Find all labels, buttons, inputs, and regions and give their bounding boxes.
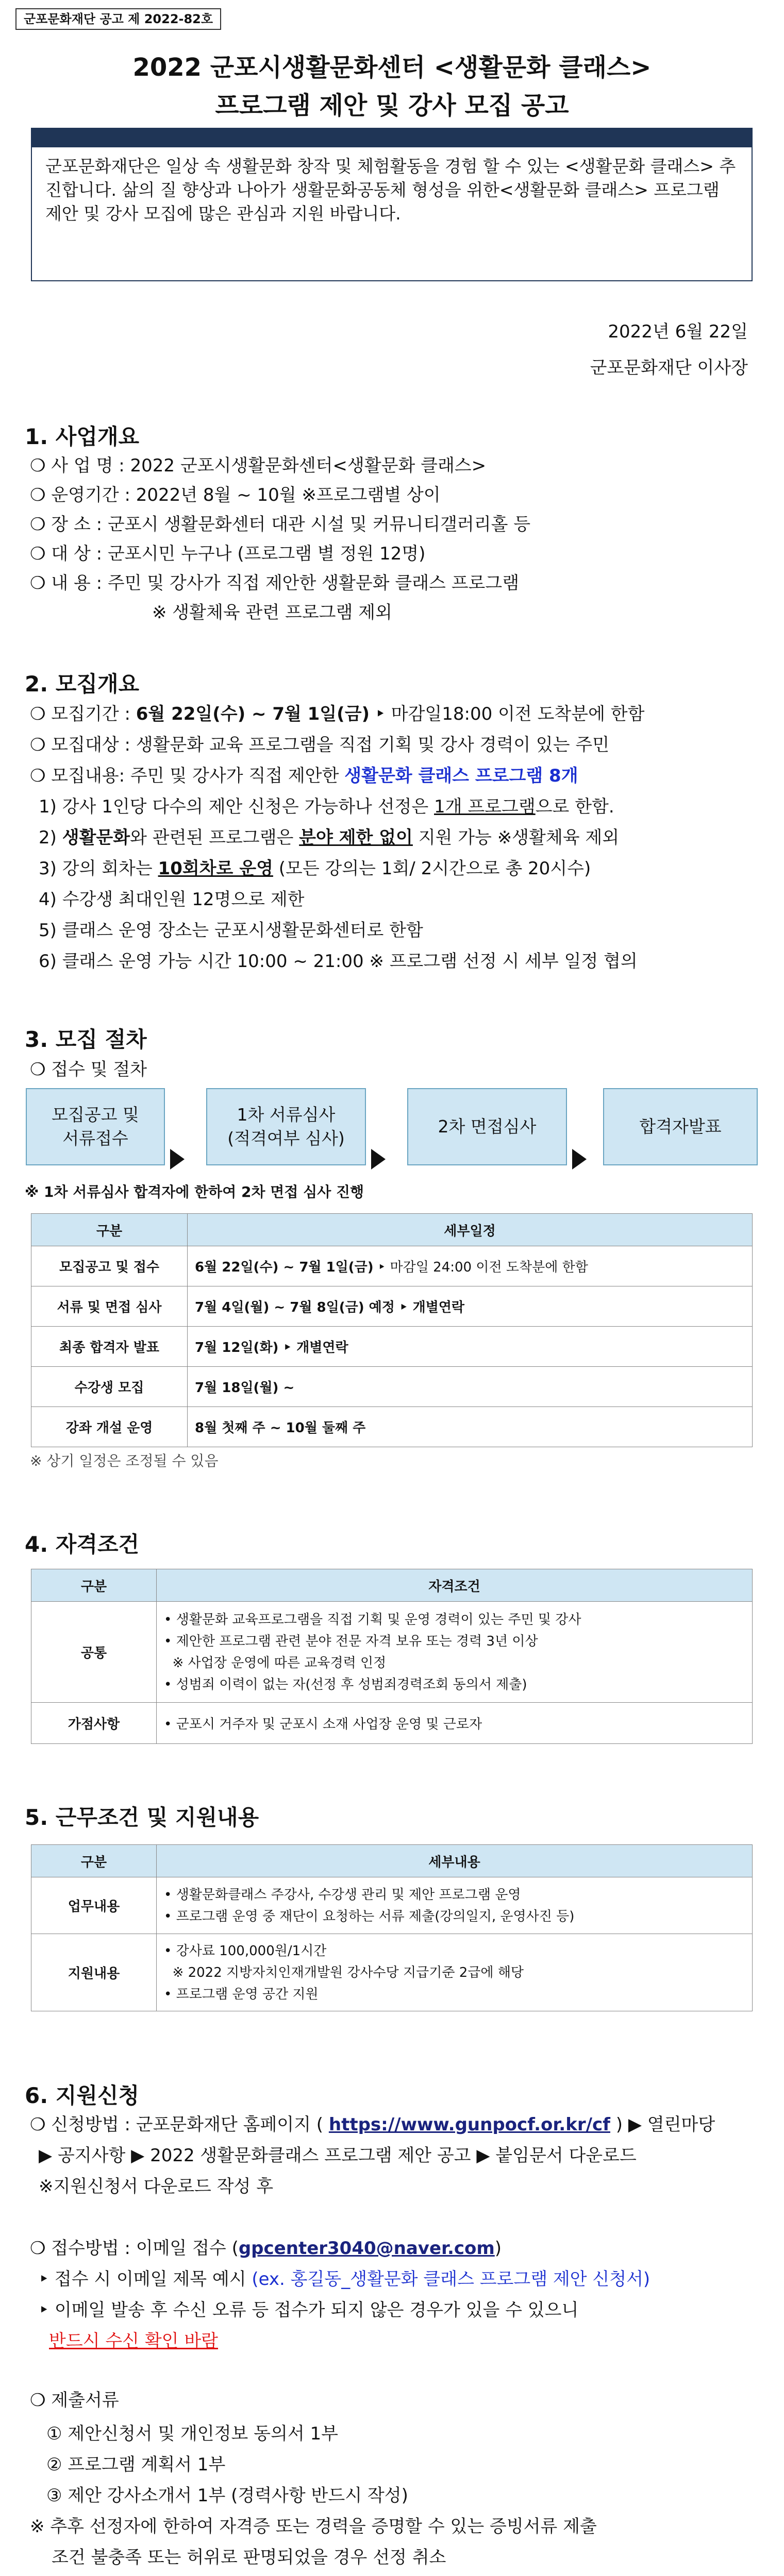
s2-item-1: 1) 강사 1인당 다수의 제안 신청은 가능하나 선정은 1개 프로그램으로 한함. — [39, 796, 614, 817]
flow-step-2: 1차 서류심사 (적격여부 심사) — [206, 1088, 366, 1165]
table-row: 가점사항 • 군포시 거주자 및 군포시 소재 사업장 운영 및 근로자 — [31, 1703, 753, 1744]
flow-step-3: 2차 면접심사 — [407, 1088, 567, 1165]
table-header: 자격조건 — [157, 1569, 753, 1602]
table-header: 세부일정 — [188, 1214, 753, 1246]
section-3-title: 3. 모집 절차 — [25, 1027, 147, 1052]
table-header: 구분 — [31, 1845, 157, 1877]
table-row: 수강생 모집 7월 18일(월) ~ — [31, 1367, 753, 1407]
section-2-title: 2. 모집개요 — [25, 671, 140, 697]
table-row: 업무내용 • 생활문화클래스 주강사, 수강생 관리 및 제안 프로그램 운영 • 프로그램 운영 중 재단이 요청하는 서류 제출(강의일지, 운영사진 등) — [31, 1877, 753, 1934]
s6-email-2: ‣ 접수 시 이메일 제목 예시 (ex. 홍길동_생활문화 클래스 프로그램 제안 신청서) — [39, 2269, 650, 2290]
s1-note: ※ 생활체육 관련 프로그램 제외 — [152, 602, 392, 623]
s6-method-2: ▶ 공지사항 ▶ 2022 생활문화클래스 프로그램 제안 공고 ▶ 붙임문서 다운로드 — [39, 2145, 637, 2166]
s6-docs-note-2: 조건 불충족 또는 허위로 판명되었을 경우 선정 취소 — [52, 2547, 446, 2568]
flow-step-1: 모집공고 및 서류접수 — [26, 1088, 165, 1165]
s2-period: ❍ 모집기간 : 6월 22일(수) ~ 7월 1일(금) ‣ 마감일18:00 이전 도착분에 한함 — [30, 704, 645, 724]
flow-arrow-icon — [371, 1149, 386, 1170]
s6-doc: ① 제안신청서 및 개인정보 동의서 1부 — [46, 2424, 338, 2444]
table-row: 서류 및 면접 심사 7월 4일(월) ~ 7월 8일(금) 예정 ‣ 개별연락 — [31, 1286, 753, 1327]
s3-sub: ❍ 접수 및 절차 — [30, 1059, 147, 1080]
flow-step-4: 합격자발표 — [603, 1088, 758, 1165]
flow-arrow-icon — [572, 1149, 587, 1170]
notice-number: 군포문화재단 공고 제 2022-82호 — [15, 8, 221, 30]
s6-method-3: ※지원신청서 다운로드 작성 후 — [39, 2176, 274, 2197]
s1-line: ❍ 사 업 명 : 2022 군포시생활문화센터<생활문화 클래스> — [30, 455, 487, 476]
intro-header-bar — [31, 128, 753, 147]
table-header: 구분 — [31, 1569, 157, 1602]
table-header: 세부내용 — [157, 1845, 753, 1877]
s1-line: ❍ 장 소 : 군포시 생활문화센터 대관 시설 및 커뮤니티갤러리홀 등 — [30, 514, 531, 535]
s2-content: ❍ 모집내용: 주민 및 강사가 직접 제안한 생활문화 클래스 프로그램 8개 — [30, 766, 578, 786]
homepage-link[interactable]: https://www.gunpocf.or.kr/cf — [328, 2114, 610, 2135]
s3-footnote: ※ 상기 일정은 조정될 수 있음 — [30, 1452, 219, 1469]
s2-item-5: 5) 클래스 운영 장소는 군포시생활문화센터로 한함 — [39, 920, 423, 941]
notice-date: 2022년 6월 22일 — [608, 321, 748, 342]
s1-line: ❍ 대 상 : 군포시민 누구나 (프로그램 별 정원 12명) — [30, 544, 426, 564]
s2-target: ❍ 모집대상 : 생활문화 교육 프로그램을 직접 기획 및 강사 경력이 있는 주민 — [30, 735, 610, 755]
s6-docs-title: ❍ 제출서류 — [30, 2390, 119, 2411]
s2-item-4: 4) 수강생 최대인원 12명으로 제한 — [39, 889, 305, 910]
table-row: 강좌 개설 운영 8월 첫째 주 ~ 10월 둘째 주 — [31, 1407, 753, 1447]
s6-email: ❍ 접수방법 : 이메일 접수 (gpcenter3040@naver.com) — [30, 2238, 502, 2259]
s2-item-2: 2) 생활문화와 관련된 프로그램은 분야 제한 없이 지원 가능 ※생활체육 제외 — [39, 827, 620, 848]
s3-note: ※ 1차 서류심사 합격자에 한하여 2차 면접 심사 진행 — [25, 1183, 364, 1200]
qualification-table — [31, 1569, 753, 1744]
s6-doc: ③ 제안 강사소개서 1부 (경력사항 반드시 작성) — [46, 2485, 408, 2506]
s6-doc: ② 프로그램 계획서 1부 — [46, 2454, 226, 2475]
s6-docs-note: ※ 추후 선정자에 한하여 자격증 또는 경력을 증명할 수 있는 증빙서류 제출 — [30, 2516, 597, 2537]
schedule-table — [31, 1213, 753, 1447]
flow-arrow-icon — [170, 1149, 185, 1170]
table-header: 구분 — [31, 1214, 188, 1246]
s6-email-4: 반드시 수신 확인 바람 — [49, 2331, 219, 2351]
s1-line: ❍ 운영기간 : 2022년 8월 ~ 10월 ※프로그램별 상이 — [30, 485, 441, 505]
s2-item-6: 6) 클래스 운영 가능 시간 10:00 ~ 21:00 ※ 프로그램 선정 시 세부 일정 협의 — [39, 951, 638, 972]
table-row: 공통 • 생활문화 교육프로그램을 직접 기획 및 운영 경력이 있는 주민 및 강사 • 제안한 프로그램 관련 분야 전문 자격 보유 또는 경력 3년 이상 ※ 사업장 운영에 따른 교육경력 인정 • 성범죄 이력이 없는 자(선정 후 성범죄경력조회 동의서 제출) — [31, 1602, 753, 1703]
s6-email-3: ‣ 이메일 발송 후 수신 오류 등 접수가 되지 않은 경우가 있을 수 있으니 — [39, 2300, 579, 2320]
page-title-line1: 2022 군포시생활문화센터 <생활문화 클래스> — [132, 53, 652, 82]
s2-item-3: 3) 강의 회차는 10회차로 운영 (모든 강의는 1회/ 2시간으로 총 20시수) — [39, 858, 591, 879]
section-1-title: 1. 사업개요 — [25, 424, 140, 449]
support-table — [31, 1844, 753, 2011]
section-6-title: 6. 지원신청 — [25, 2083, 140, 2108]
section-4-title: 4. 자격조건 — [25, 1532, 140, 1557]
s6-method: ❍ 신청방법 : 군포문화재단 홈페이지 ( https://www.gunpocf.or.kr/cf ) ▶ 열린마당 — [30, 2114, 715, 2135]
page-title-line2: 프로그램 제안 및 강사 모집 공고 — [215, 91, 569, 120]
table-row: 지원내용 • 강사료 100,000원/1시간 ※ 2022 지방자치인재개발원 강사수당 지급기준 2급에 해당 • 프로그램 운영 공간 지원 — [31, 1934, 753, 2011]
s1-line: ❍ 내 용 : 주민 및 강사가 직접 제안한 생활문화 클래스 프로그램 — [30, 573, 520, 594]
issuer: 군포문화재단 이사장 — [590, 358, 748, 378]
table-row: 최종 합격자 발표 7월 12일(화) ‣ 개별연락 — [31, 1327, 753, 1367]
section-5-title: 5. 근무조건 및 지원내용 — [25, 1805, 259, 1830]
intro-text: 군포문화재단은 일상 속 생활문화 창작 및 체험활동을 경험 할 수 있는 <생활문화 클래스> 추진합니다. 삶의 질 향상과 나아가 생활문화공동체 형성을 위한<생활문화 클래스> 프로그램 제안 및 강사 모집에 많은 관심과 지원 바랍니다. — [45, 156, 736, 224]
email-link[interactable]: gpcenter3040@naver.com — [238, 2238, 495, 2259]
table-row: 모집공고 및 접수 6월 22일(수) ~ 7월 1일(금) ‣ 마감일 24:00 이전 도착분에 한함 — [31, 1246, 753, 1286]
